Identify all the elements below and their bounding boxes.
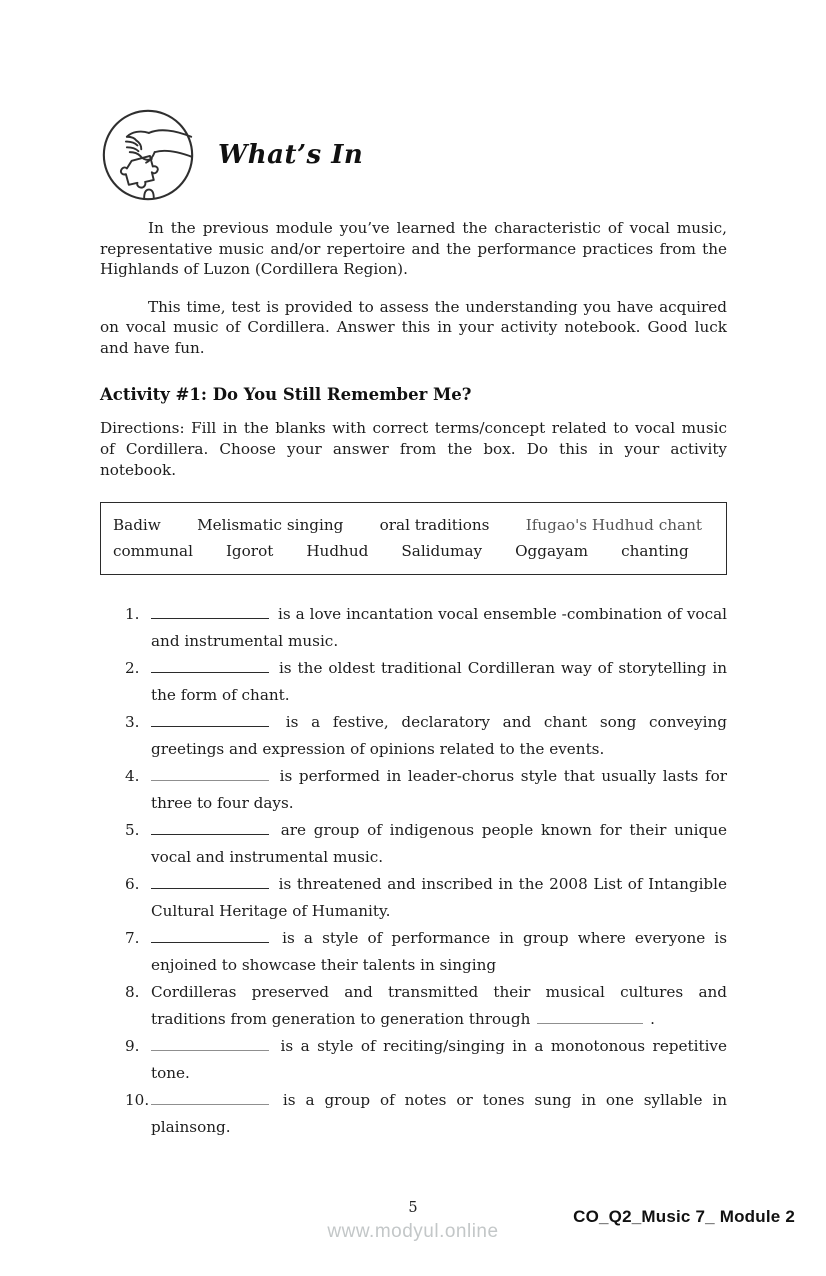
intro-paragraph-1: In the previous module you’ve learned the characteristic of vocal music, representative music and/or repertoire and the performance practices from the Highlands of Luzon (Cordillera Region).	[100, 219, 727, 279]
question-text: is a love incantation vocal ensemble -combination of vocal and instrumental music.	[151, 604, 727, 650]
word-bank-box	[100, 502, 727, 575]
question-list	[100, 601, 727, 1141]
question-text: .	[650, 1009, 655, 1028]
word-bank-row-1	[111, 516, 716, 534]
answer-blank	[151, 1038, 269, 1051]
question-number: 10.	[125, 1090, 150, 1109]
page-title: What’s In	[218, 140, 364, 170]
question-text: is a style of reciting/singing in a monotonous repetitive tone.	[151, 1036, 728, 1082]
question-item	[125, 601, 727, 655]
question-item	[125, 763, 727, 817]
activity-directions: Directions: Fill in the blanks with correct terms/concept related to vocal music of Cordillera. Choose your answer from the box. Do this in your activity notebook.	[100, 418, 727, 479]
page-content	[100, 107, 727, 1141]
question-item	[125, 979, 727, 1033]
question-text: is a festive, declaratory and chant song conveying greetings and expression of opinions related to the events.	[151, 712, 727, 758]
question-number: 8.	[125, 982, 140, 1001]
answer-blank	[151, 930, 269, 943]
word-bank-term: Melismatic singing	[197, 515, 344, 534]
question-item	[125, 1087, 727, 1141]
question-number: 6.	[125, 874, 140, 893]
question-text: is performed in leader-chorus style that usually lasts for three to four days.	[151, 766, 727, 812]
question-item	[125, 709, 727, 763]
word-bank-term: Salidumay	[401, 541, 483, 560]
word-bank-row-2	[111, 542, 716, 560]
question-text: are group of indigenous people known for their unique vocal and instrumental music.	[151, 820, 727, 866]
answer-blank	[151, 660, 269, 673]
word-bank-term: chanting	[621, 541, 689, 560]
question-item	[125, 817, 727, 871]
answer-blank	[151, 768, 269, 781]
question-text: is a style of performance in group where everyone is enjoined to showcase their talents in singing	[151, 928, 727, 974]
question-item	[125, 871, 727, 925]
question-text: is the oldest traditional Cordilleran way of storytelling in the form of chant.	[151, 658, 727, 704]
word-bank-term: Badiw	[113, 515, 161, 534]
watermark-text: www.modyul.online	[327, 1221, 499, 1242]
question-item	[125, 655, 727, 709]
answer-blank	[151, 822, 269, 835]
intro-paragraph-2: This time, test is provided to assess the understanding you have acquired on vocal music of Cordillera. Answer this in your activity notebook. Good luck and have fun.	[100, 297, 727, 357]
question-item	[125, 925, 727, 979]
word-bank-term: oral traditions	[379, 515, 490, 534]
question-number: 1.	[125, 604, 140, 623]
question-number: 7.	[125, 928, 140, 947]
page-number: 5	[408, 1200, 418, 1216]
question-number: 4.	[125, 766, 140, 785]
question-number: 9.	[125, 1036, 140, 1055]
answer-blank	[537, 1011, 643, 1024]
answer-blank	[151, 606, 269, 619]
word-bank-term: Igorot	[225, 541, 274, 560]
question-text: Cordilleras preserved and transmitted their musical cultures and traditions from generation to generation through	[151, 982, 727, 1028]
word-bank-term: communal	[113, 541, 193, 560]
answer-blank	[151, 876, 269, 889]
hand-puzzle-icon	[100, 107, 196, 203]
module-label: CO_Q2_Music 7_ Module 2	[573, 1207, 795, 1226]
section-header	[100, 107, 727, 203]
question-text: is threatened and inscribed in the 2008 List of Intangible Cultural Heritage of Humanity.	[151, 874, 727, 920]
word-bank-term: Oggayam	[515, 541, 589, 560]
question-number: 3.	[125, 712, 140, 731]
activity-heading: Activity #1: Do You Still Remember Me?	[100, 384, 472, 404]
word-bank-term: Hudhud	[306, 541, 369, 560]
answer-blank	[151, 714, 269, 727]
question-number: 5.	[125, 820, 140, 839]
word-bank-term: Ifugao's Hudhud chant	[525, 515, 702, 534]
question-item	[125, 1033, 727, 1087]
question-number: 2.	[125, 658, 140, 677]
question-text: is a group of notes or tones sung in one syllable in plainsong.	[151, 1090, 728, 1136]
answer-blank	[151, 1092, 269, 1105]
